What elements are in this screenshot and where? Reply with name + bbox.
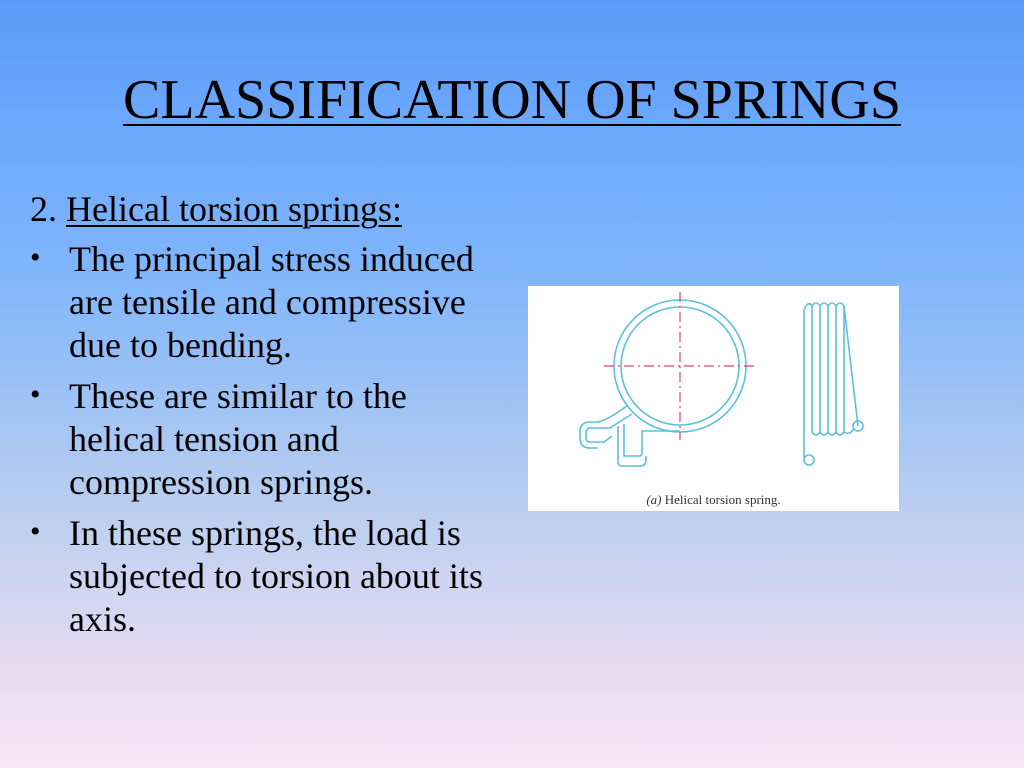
bullet-item (30, 512, 510, 641)
side-coil-lines (804, 306, 844, 432)
bullet-marker: • (30, 515, 41, 548)
bullet-text: These are similar to the helical tension and compression springs. (69, 376, 407, 502)
spring-lower-leg-inner (624, 424, 680, 456)
spring-side-view (804, 303, 863, 465)
side-coil-top (804, 303, 844, 310)
bullet-item (30, 238, 510, 367)
side-coil-leg (844, 306, 858, 426)
spring-front-view (580, 300, 863, 466)
spring-figure (528, 286, 899, 511)
caption-prefix: (a) (646, 492, 662, 507)
bullet-marker: • (30, 378, 41, 411)
torsion-spring-drawing (528, 286, 899, 511)
slide-title: CLASSIFICATION OF SPRINGS (123, 69, 901, 131)
bullet-text: The principal stress induced are tensile and compressive due to bending. (69, 239, 474, 365)
bullet-list (30, 238, 510, 649)
caption-text: Helical torsion spring. (664, 492, 781, 507)
side-coil-leg-end (804, 455, 814, 465)
bullet-item (30, 375, 510, 504)
section-heading (30, 187, 402, 231)
bullet-marker: • (30, 241, 41, 274)
section-number: 2. (30, 189, 57, 229)
side-coil-bottom (812, 428, 854, 435)
bullet-text: In these springs, the load is subjected to torsion about its axis. (69, 513, 483, 639)
section-heading-text: Helical torsion springs: (66, 189, 402, 229)
figure-caption (528, 492, 899, 508)
